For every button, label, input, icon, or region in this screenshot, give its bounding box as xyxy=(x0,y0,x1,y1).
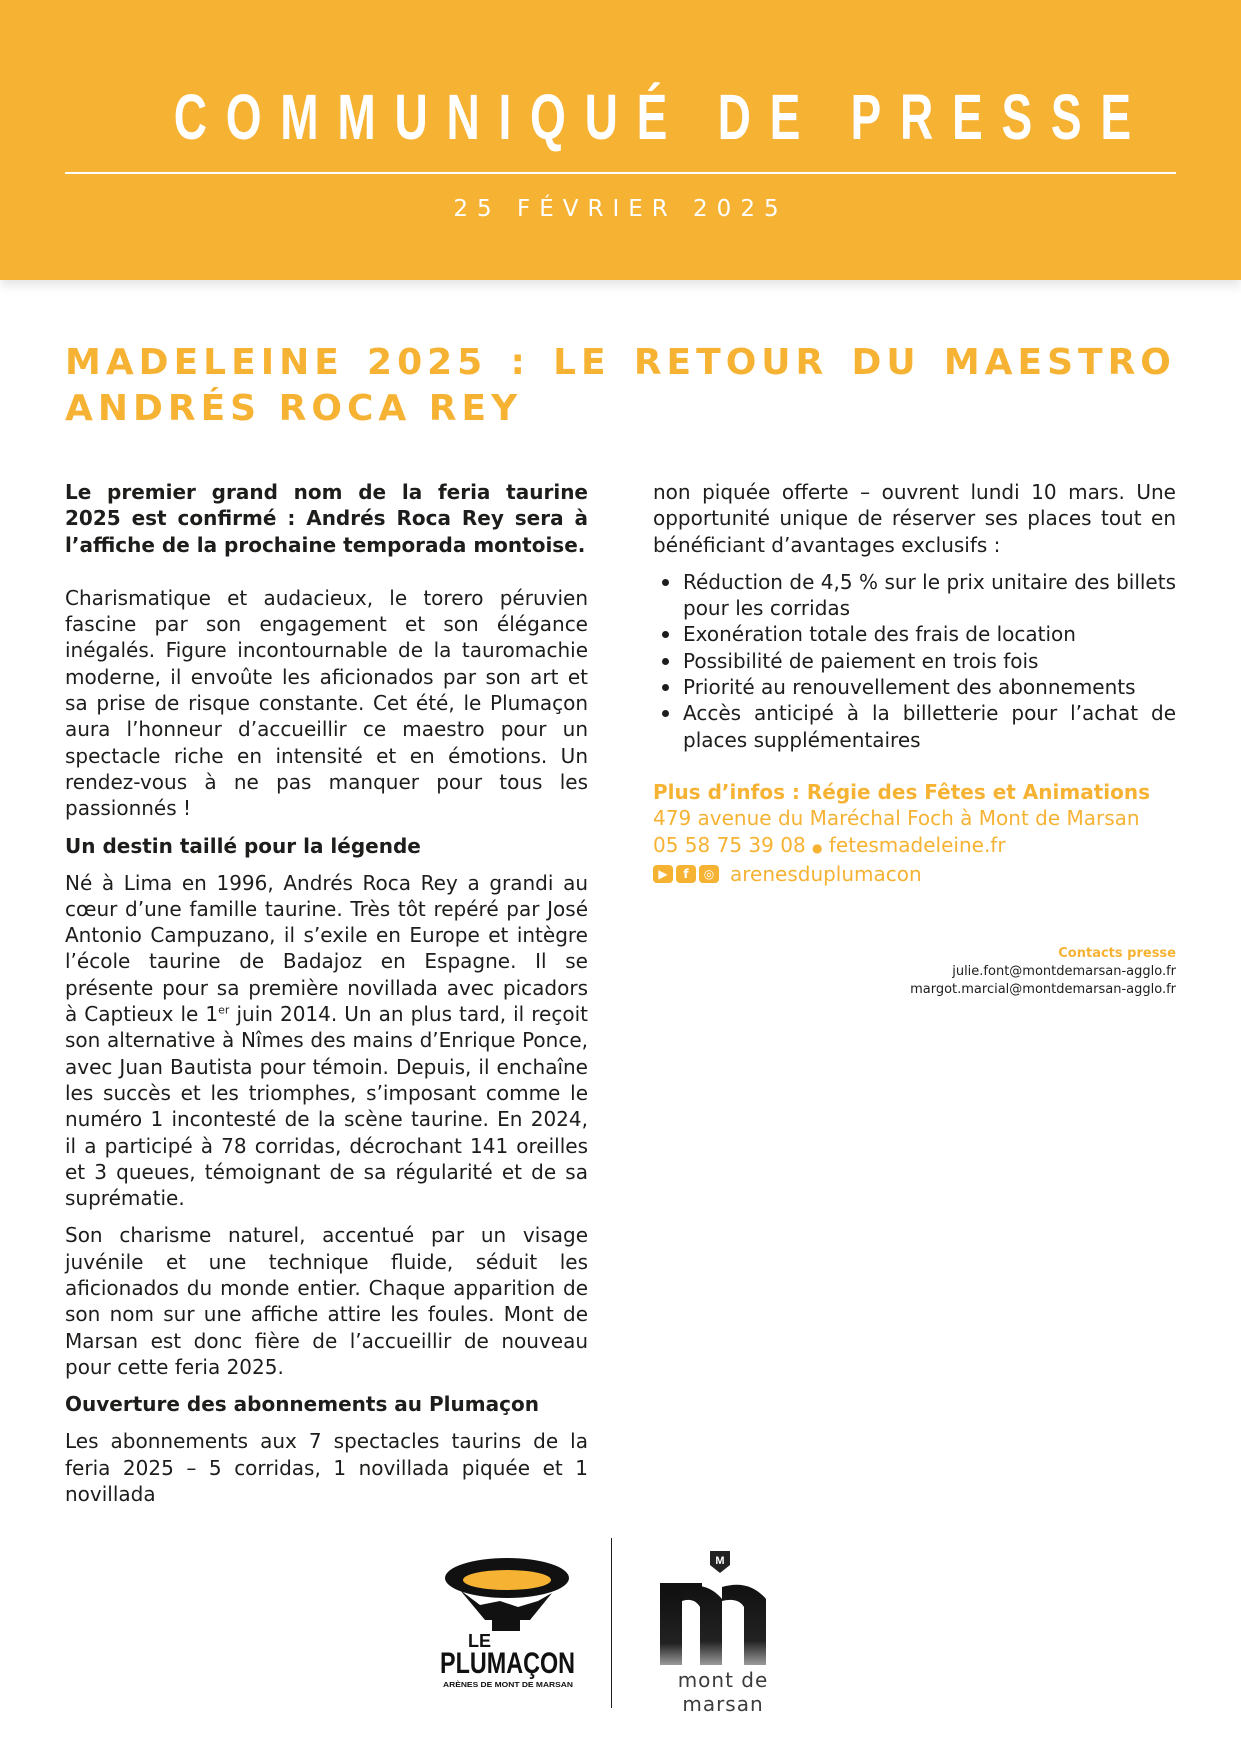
info-contact-line xyxy=(653,832,1176,861)
headline-line-2: ANDRÉS ROCA REY xyxy=(65,388,523,429)
info-block xyxy=(653,779,1176,887)
press-contacts-title: Contacts presse xyxy=(1058,946,1176,961)
press-email[interactable]: margot.marcial@montdemarsan-agglo.fr xyxy=(910,982,1176,997)
headline-word: MAESTRO xyxy=(943,342,1176,383)
release-date: 25 FÉVRIER 2025 xyxy=(453,196,788,222)
svg-text:M: M xyxy=(715,1555,725,1567)
list-item: Accès anticipé à la billetterie pour l’achat de places supplémentaires xyxy=(683,701,1176,752)
plumacon-logo-le: LE xyxy=(468,1631,492,1651)
social-handle[interactable]: arenesduplumacon xyxy=(730,861,922,886)
info-address: 479 avenue du Maréchal Foch à Mont de Marsan xyxy=(653,806,1140,831)
charisma-paragraph: Son charisme naturel, accentué par un visage juvénile et une technique fluide, séduit les aficionados du monde entier. Chaque apparition de son nom sur une affiche attire les foules. Mont de Marsan est donc fière de l’accueillir de nouveau pour cette feria 2025. xyxy=(65,1223,588,1379)
plumacon-logo xyxy=(440,1545,590,1695)
instagram-icon[interactable]: ◎ xyxy=(699,865,719,883)
document-type-title: COMMUNIQUÉ DE PRESSE xyxy=(173,81,1150,153)
list-item: Possibilité de paiement en trois fois xyxy=(683,648,1176,674)
info-phone: 05 58 75 39 08 xyxy=(653,832,806,857)
plumacon-logo-name: PLUMAÇON xyxy=(440,1647,575,1680)
header-banner xyxy=(0,0,1241,280)
info-website-link[interactable]: fetesmadeleine.fr xyxy=(828,832,1006,857)
headline-word: MADELEINE xyxy=(65,342,344,383)
headline-word: RETOUR xyxy=(633,342,829,383)
headline-word: DU xyxy=(851,342,921,383)
header-divider xyxy=(65,172,1176,174)
left-column xyxy=(65,479,588,1518)
ordinal-superscript: er xyxy=(218,1003,230,1017)
list-item: Réduction de 4,5 % sur le prix unitaire des billets pour les corridas xyxy=(683,569,1176,621)
headline-word: 2025 xyxy=(367,342,488,383)
intro-paragraph: Charismatique et audacieux, le torero péruvien fascine par son engagement et son élégance inégalés. Figure incontournable de la tauromachie moderne, il envoûte les aficionados par son art et sa prise de risque constante. Cet été, le Plumaçon aura l’honneur d’accueillir ce maestro pour un spectacle riche en intensité et en émotions. Un rendez-vous à ne pas manquer pour tous les passionnés ! xyxy=(65,585,588,821)
lead-paragraph: Le premier grand nom de la feria taurine 2025 est confirmé : Andrés Roca Rey sera à l’affiche de la prochaine temporada montoise. xyxy=(65,480,588,557)
info-title: Plus d’infos : Régie des Fêtes et Animations xyxy=(653,779,1151,804)
biography-paragraph xyxy=(65,870,588,1212)
list-item: Priorité au renouvellement des abonnements xyxy=(683,674,1176,700)
headline-word: LE xyxy=(553,342,611,383)
mont-de-marsan-wordmark: mont de marsan xyxy=(677,1668,769,1716)
subscriptions-continuation: non piquée offerte – ouvrent lundi 10 mars. Une opportunité unique de réserver ses places tout en bénéficiant d’avantages exclusifs : xyxy=(653,480,1176,557)
bullet-separator: ● xyxy=(812,840,823,855)
plumacon-logo-subtitle: ARÈNES DE MONT DE MARSAN xyxy=(443,1680,573,1689)
press-email[interactable]: julie.font@montdemarsan-agglo.fr xyxy=(952,964,1176,979)
advantages-list xyxy=(653,569,1176,753)
press-contacts xyxy=(653,945,1176,999)
list-item: Exonération totale des frais de location xyxy=(683,621,1176,647)
right-column xyxy=(653,479,1176,887)
facebook-icon[interactable]: f xyxy=(676,865,696,883)
biography-text-start: Né à Lima en 1996, Andrés Roca Rey a grandi au cœur d’une famille taurine. Très tôt repéré par José Antonio Campuzano, il s’exile en Europe et intègre l’école taurine de Badajoz en Espagne. Il se présente pour sa première novillada avec picadors à Captieux le 1 xyxy=(65,870,588,1027)
section-heading-abonnements: Ouverture des abonnements au Plumaçon xyxy=(65,1392,539,1417)
subscriptions-paragraph: Les abonnements aux 7 spectacles taurins de la feria 2025 – 5 corridas, 1 novillada piquée et 1 novillada xyxy=(65,1429,588,1506)
section-heading-destin: Un destin taillé pour la légende xyxy=(65,833,421,858)
social-line xyxy=(653,861,1176,887)
biography-text-end: juin 2014. Un an plus tard, il reçoit son alternative à Nîmes des mains d’Enrique Ponce, avec Juan Bautista pour témoin. Depuis, il enchaîne les succès et les triomphes, s’imposant comme le numéro 1 incontesté de la scène taurine. En 2024, il a participé à 78 corridas, décrochant 141 oreilles et 3 queues, témoignant de sa régularité et de sa suprématie. xyxy=(65,1002,588,1211)
logo-divider xyxy=(611,1538,612,1708)
headline-word: : xyxy=(510,342,530,383)
headline-line-1 xyxy=(65,340,1176,386)
youtube-icon[interactable]: ▶ xyxy=(653,865,673,883)
headline xyxy=(65,340,1176,432)
